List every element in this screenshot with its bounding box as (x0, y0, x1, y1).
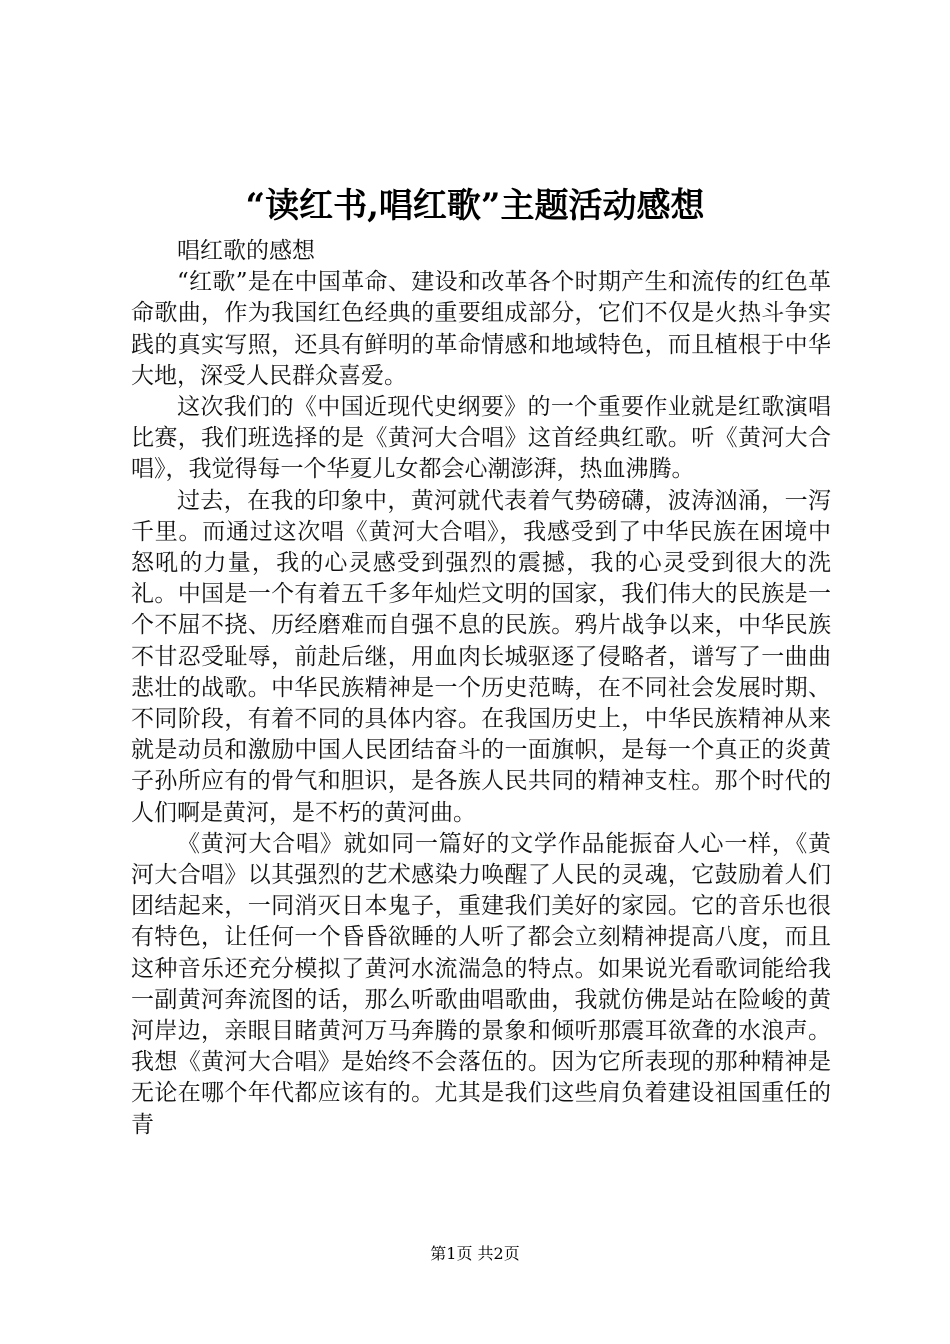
paragraph-2: 这次我们的《中国近现代史纲要》的一个重要作业就是红歌演唱比赛，我们班选择的是《黄河大合唱》这首经典红歌。听《黄河大合唱》，我觉得每一个华夏儿女都会心潮澎湃，热血沸腾。 (131, 394, 831, 483)
paragraph-3: 过去，在我的印象中，黄河就代表着气势磅礴，波涛汹涌，一泻千里。而通过这次唱《黄河大合唱》，我感受到了中华民族在困境中怒吼的力量，我的心灵感受到强烈的震撼，我的心灵受到很大的洗礼。中国是一个有着五千多年灿烂文明的国家，我们伟大的民族是一个不屈不挠、历经磨难而自强不息的民族。鸦片战争以来，中华民族不甘忍受耻辱，前赴后继，用血肉长城驱逐了侵略者，谱写了一曲曲悲壮的战歌。中华民族精神是一个历史范畴，在不同社会发展时期、不同阶段，有着不同的具体内容。在我国历史上，中华民族精神从来就是动员和激励中国人民团结奋斗的一面旗帜，是每一个真正的炎黄子孙所应有的骨气和胆识，是各族人民共同的精神支柱。那个时代的人们啊是黄河，是不朽的黄河曲。 (131, 487, 831, 826)
paragraph-4: 《黄河大合唱》就如同一篇好的文学作品能振奋人心一样，《黄河大合唱》以其强烈的艺术感染力唤醒了人民的灵魂，它鼓励着人们团结起来，一同消灭日本鬼子，重建我们美好的家园。它的音乐也很有特色，让任何一个昏昏欲睡的人听了都会立刻精神提高八度，而且这种音乐还充分模拟了黄河水流湍急的特点。如果说光看歌词能给我一副黄河奔流图的话，那么听歌曲唱歌曲，我就仿佛是站在险峻的黄河岸边，亲眼目睹黄河万马奔腾的景象和倾听那震耳欲聋的水浪声。我想《黄河大合唱》是始终不会落伍的。因为它所表现的那种精神是无论在哪个年代都应该有的。尤其是我们这些肩负着建设祖国重任的青 (131, 830, 831, 1138)
section-subheading: 唱红歌的感想 (177, 238, 315, 264)
paragraph-1: “红歌”是在中国革命、建设和改革各个时期产生和流传的红色革命歌曲，作为我国红色经典的重要组成部分，它们不仅是火热斗争实践的真实写照，还具有鲜明的革命情感和地域特色，而且植根于中华大地，深受人民群众喜爱。 (131, 269, 831, 389)
page-title: “读红书,唱红歌”主题活动感想 (245, 186, 705, 226)
page-number-footer: 第1页 共2页 (430, 1244, 520, 1263)
document-body (131, 236, 831, 1141)
